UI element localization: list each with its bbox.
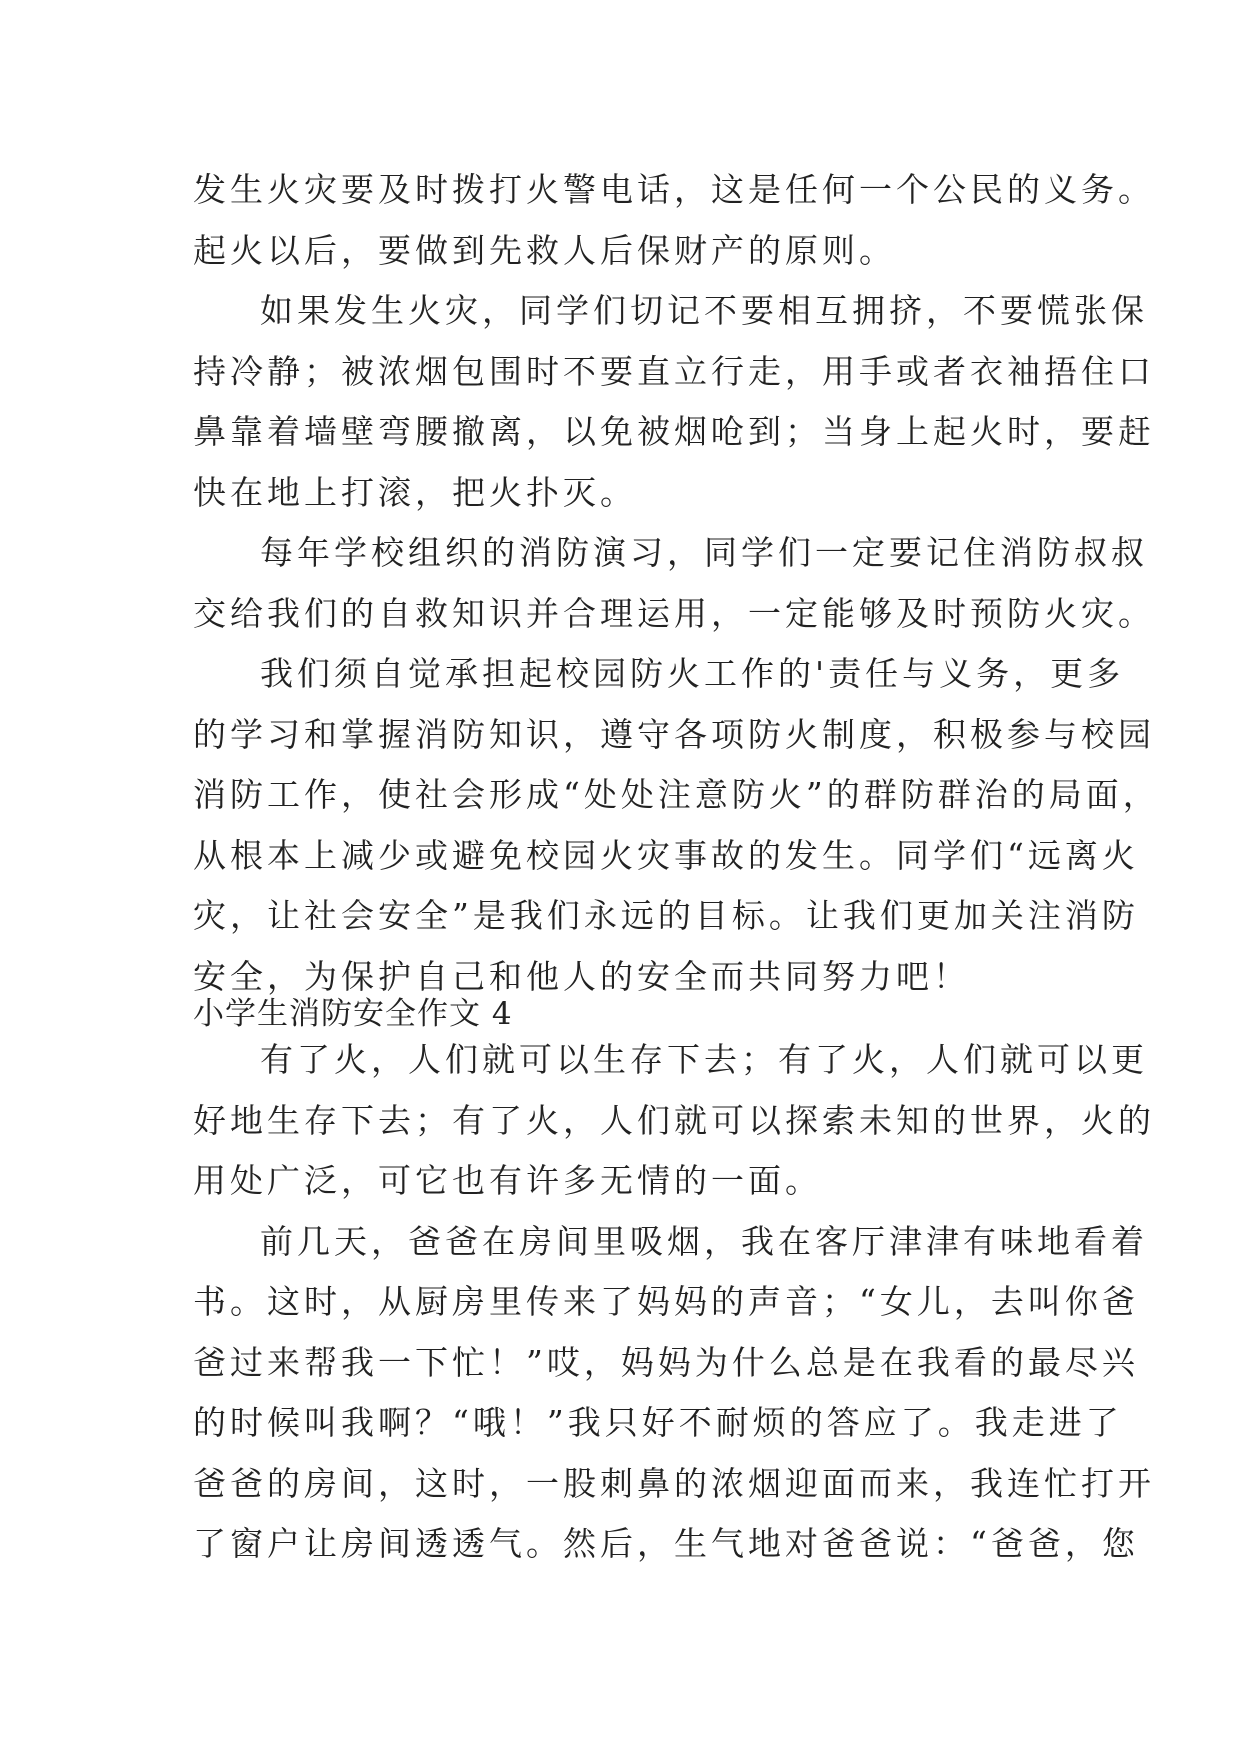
text-line: 有了火，人们就可以生存下去；有了火，人们就可以更 [260, 1040, 1148, 1079]
section-title: 小学生消防安全作文 4 [193, 996, 513, 1032]
text-line: 书。这时，从厨房里传来了妈妈的声音；“女儿，去叫你爸 [193, 1282, 1139, 1321]
text-line: 用处广泛，可它也有许多无情的一面。 [193, 1161, 822, 1200]
text-line: 交给我们的自救知识并合理运用，一定能够及时预防火灾。 [193, 593, 1155, 633]
paragraph [193, 523, 1155, 644]
text-line: 的学习和掌握消防知识，遵守各项防火制度，积极参与校园 [193, 714, 1155, 754]
paragraph [193, 1212, 1155, 1575]
text-line: 快在地上打滚，把火扑灭。 [193, 472, 637, 512]
text-line: 爸爸的房间，这时，一股刺鼻的浓烟迎面而来，我连忙打开 [193, 1463, 1155, 1503]
text-line: 好地生存下去；有了火，人们就可以探索未知的世界，火的 [193, 1100, 1155, 1140]
text-line: 发生火灾要及时拨打火警电话，这是任何一个公民的义务。 [193, 170, 1155, 209]
text-line: 爸过来帮我一下忙！”哎，妈妈为什么总是在我看的最尽兴 [193, 1342, 1139, 1382]
text-line: 鼻靠着墙壁弯腰撤离，以免被烟呛到；当身上起火时，要赶 [193, 412, 1155, 451]
paragraph [193, 1030, 1155, 1212]
document-body-part-2 [193, 1030, 1155, 1575]
text-line: 持冷静；被浓烟包围时不要直立行走，用手或者衣袖捂住口 [193, 351, 1155, 391]
text-line: 灾，让社会安全”是我们永远的目标。让我们更加关注消防 [193, 896, 1139, 935]
text-line: 如果发生火灾，同学们切记不要相互拥挤，不要慌张保 [260, 291, 1148, 330]
paragraph [193, 160, 1155, 281]
text-line: 前几天，爸爸在房间里吸烟，我在客厅津津有味地看着 [260, 1221, 1148, 1261]
text-line: 我们须自觉承担起校园防火工作的'责任与义务，更多 [260, 654, 1125, 693]
paragraph [193, 281, 1155, 523]
text-line: 从根本上减少或避免校园火灾事故的发生。同学们“远离火 [193, 835, 1139, 875]
text-line: 消防工作，使社会形成“处处注意防火”的群防群治的局面， [193, 775, 1160, 814]
text-line: 了窗户让房间透透气。然后，生气地对爸爸说：“爸爸，您 [193, 1524, 1139, 1563]
paragraph [193, 644, 1160, 1007]
text-line: 安全，为保护自己和他人的安全而共同努力吧！ [193, 956, 970, 996]
text-line: 每年学校组织的消防演习，同学们一定要记住消防叔叔 [260, 533, 1148, 572]
document-body-part-1 [193, 160, 1160, 1007]
text-line: 起火以后，要做到先救人后保财产的原则。 [193, 230, 896, 270]
text-line: 的时候叫我啊？“哦！”我只好不耐烦的答应了。我走进了 [193, 1403, 1123, 1442]
